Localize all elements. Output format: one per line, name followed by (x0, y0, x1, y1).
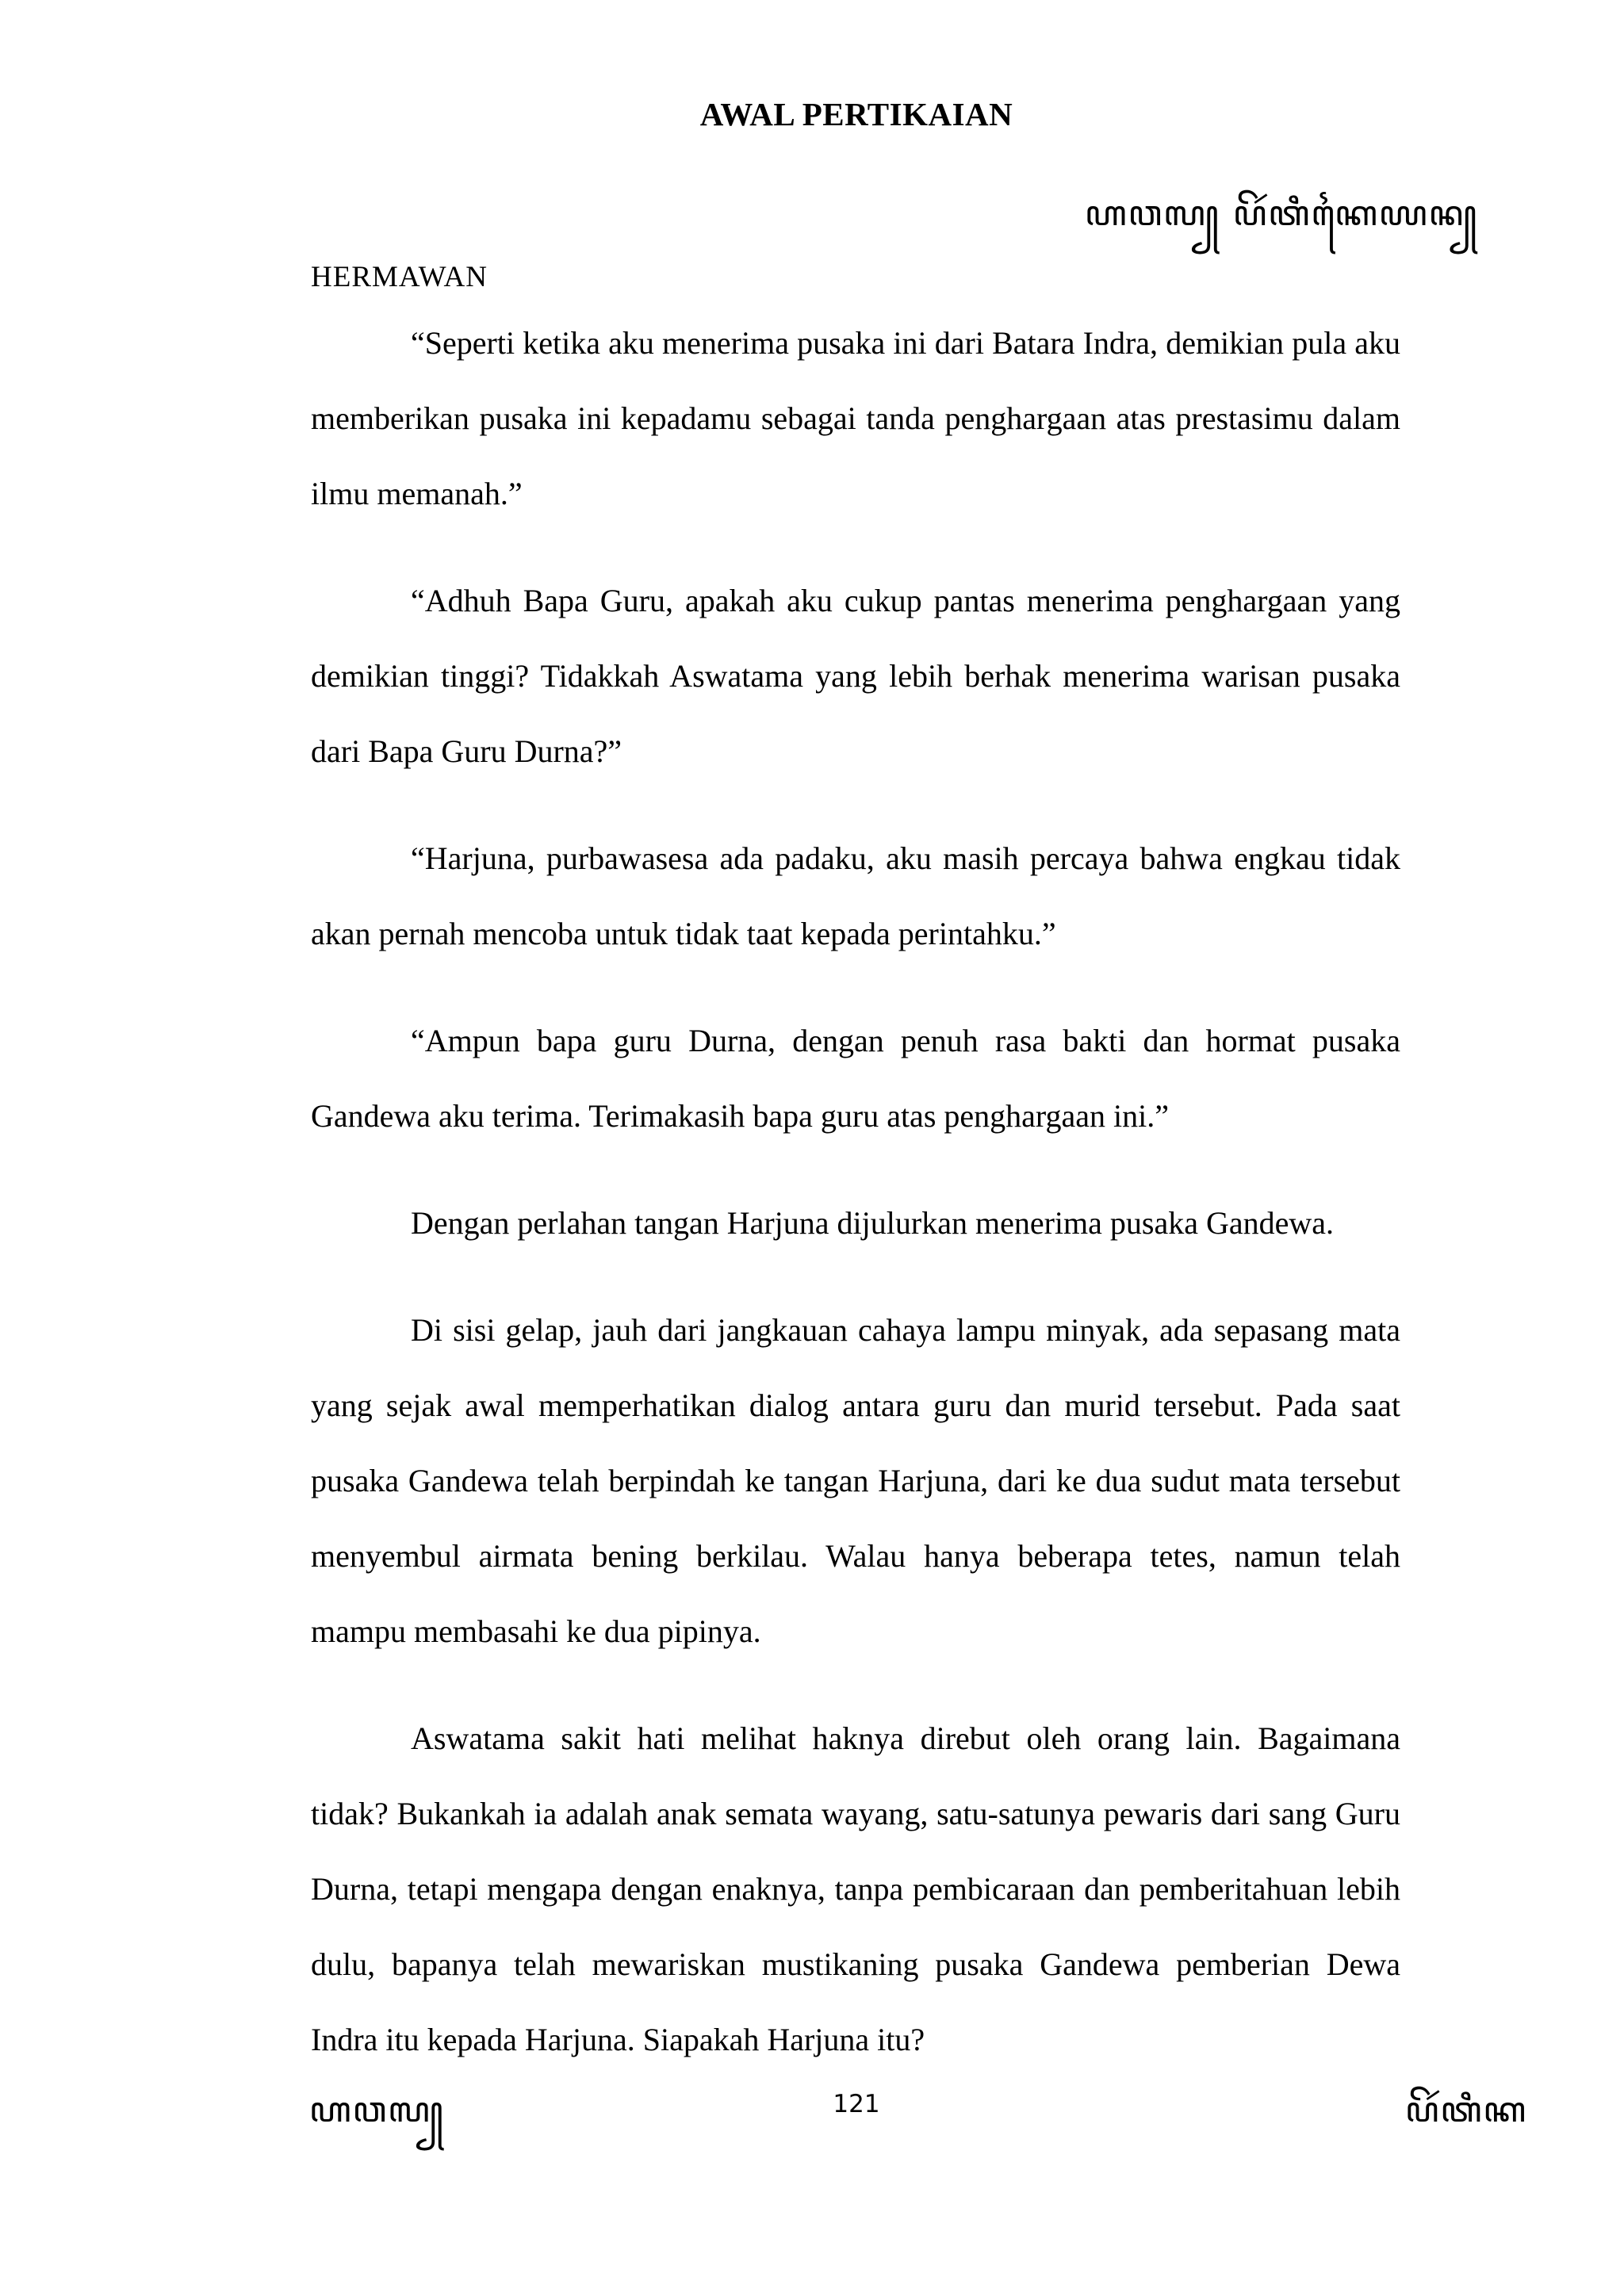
author-name: HERMAWAN (311, 261, 488, 293)
chapter-title: AWAL PERTIKAIAN (699, 96, 1013, 132)
javanese-script-footer-right: ꦥꦼꦂꦠꦶꦏ (1405, 2090, 1528, 2130)
body-text (311, 305, 1400, 2109)
javanese-script-header: ꦲꦮꦭ꧀ ꦥꦼꦂꦠꦶꦏꦻꦪꦤ꧀ (1085, 193, 1479, 234)
paragraph: “Ampun bapa guru Durna, dengan penuh rasa bakti dan hormat pusaka Gandewa aku terima. Terimakasih bapa guru atas penghargaan ini.” (311, 1023, 1400, 1134)
javanese-script-footer-left: ꦲꦮꦭ꧀ (309, 2090, 445, 2130)
paragraph: “Harjuna, purbawasesa ada padaku, aku masih percaya bahwa engkau tidak akan pernah mencoba untuk tidak taat kepada perintahku.” (311, 840, 1400, 951)
paragraph: Aswatama sakit hati melihat haknya direbut oleh orang lain. Bagaimana tidak? Bukankah ia adalah anak semata wayang, satu-satunya pewaris dari sang Guru Durna, tetapi mengapa dengan enaknya, tanpa pembicaraan dan pemberitahuan lebih dulu, bapanya telah mewariskan mustikaning pusaka Gandewa pemberian Dewa Indra itu kepada Harjuna. Siapakah Harjuna itu? (311, 1720, 1400, 2057)
paragraph: Dengan perlahan tangan Harjuna dijulurkan menerima pusaka Gandewa. (411, 1205, 1334, 1241)
paragraph: “Adhuh Bapa Guru, apakah aku cukup pantas menerima penghargaan yang demikian tinggi? Tidakkah Aswatama yang lebih berhak menerima warisan pusaka dari Bapa Guru Durna?” (311, 583, 1400, 769)
paragraph: Di sisi gelap, jauh dari jangkauan cahaya lampu minyak, ada sepasang mata yang sejak awal memperhatikan dialog antara guru dan murid tersebut. Pada saat pusaka Gandewa telah berpindah ke tangan Harjuna, dari ke dua sudut mata tersebut menyembul airmata bening berkilau. Walau hanya beberapa tetes, namun telah mampu membasahi ke dua pipinya. (311, 1312, 1400, 1649)
page-number: 121 (833, 2090, 880, 2118)
paragraph: “Seperti ketika aku menerima pusaka ini dari Batara Indra, demikian pula aku memberikan pusaka ini kepadamu sebagai tanda penghargaan atas prestasimu dalam ilmu memanah.” (311, 325, 1400, 511)
